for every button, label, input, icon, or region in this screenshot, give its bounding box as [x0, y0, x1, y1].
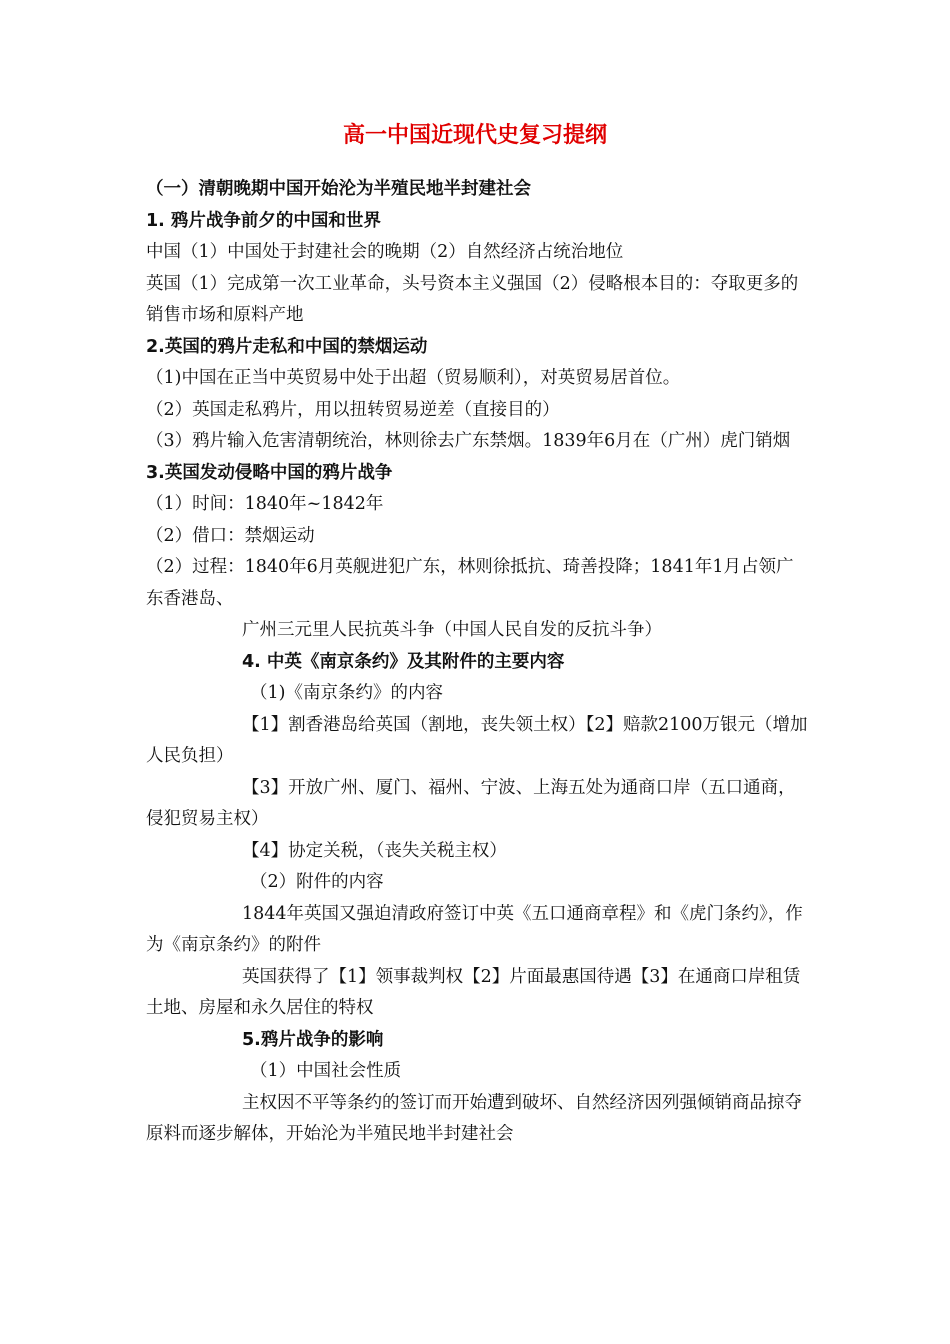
- paragraph: （1)中国在正当中英贸易中处于出超（贸易顺利），对英贸易居首位。: [146, 368, 681, 388]
- paragraph: （2）借口：禁烟运动: [146, 525, 315, 546]
- paragraph: 广州三元里人民抗英斗争（中国人民自发的反抗斗争）: [242, 620, 662, 640]
- page-title: 高一中国近现代史复习提纲: [342, 123, 607, 148]
- subsection-heading: 2.英国的鸦片走私和中国的禁烟运动: [146, 336, 428, 357]
- subsection-heading: 5.鸦片战争的影响: [242, 1029, 384, 1050]
- paragraph: （1）中国社会性质: [250, 1061, 402, 1081]
- paragraph: 1844年英国又强迫清政府签订中英《五口通商章程》和《虎门条约》，作为《南京条约》的附件: [146, 903, 803, 955]
- subsection-heading: 3.英国发动侵略中国的鸦片战争: [146, 462, 393, 483]
- paragraph: 【3】开放广州、厦门、福州、宁波、上海五处为通商口岸（五口通商，侵犯贸易主权）: [146, 777, 796, 829]
- paragraph: 主权因不平等条约的签订而开始遭到破坏、自然经济因列强倾销商品掠夺原料而逐步解体，开始沦为半殖民地半封建社会: [146, 1092, 802, 1144]
- subsection-heading: 4. 中英《南京条约》及其附件的主要内容: [242, 651, 565, 672]
- paragraph: （1）时间：1840年~1842年: [146, 494, 384, 514]
- paragraph: （3）鸦片输入危害清朝统治，林则徐去广东禁烟。1839年6月在（广州）虎门销烟: [146, 431, 791, 451]
- paragraph: 【1】割香港岛给英国（割地，丧失领土权）【2】赔款2100万银元（增加人民负担）: [146, 714, 808, 766]
- paragraph: （2）英国走私鸦片，用以扭转贸易逆差（直接目的）: [146, 399, 560, 420]
- subsection-heading: 1. 鸦片战争前夕的中国和世界: [146, 210, 381, 231]
- document-body: [146, 174, 810, 1151]
- paragraph: 中国（1）中国处于封建社会的晚期（2）自然经济占统治地位: [146, 242, 624, 262]
- paragraph: （1)《南京条约》的内容: [250, 683, 443, 703]
- paragraph: 【4】协定关税，（丧失关税主权）: [242, 840, 507, 861]
- paragraph: （2）过程：1840年6月英舰进犯广东，林则徐抵抗、琦善投降；1841年1月占领广东香港岛、: [146, 557, 794, 609]
- paragraph: 英国（1）完成第一次工业革命，头号资本主义强国（2）侵略根本目的：夺取更多的销售市场和原料产地: [146, 273, 799, 325]
- paragraph: 英国获得了【1】领事裁判权【2】片面最惠国待遇【3】在通商口岸租赁土地、房屋和永久居住的特权: [146, 966, 801, 1018]
- paragraph: （2）附件的内容: [250, 872, 384, 892]
- section-heading: （一）清朝晚期中国开始沦为半殖民地半封建社会: [146, 179, 531, 199]
